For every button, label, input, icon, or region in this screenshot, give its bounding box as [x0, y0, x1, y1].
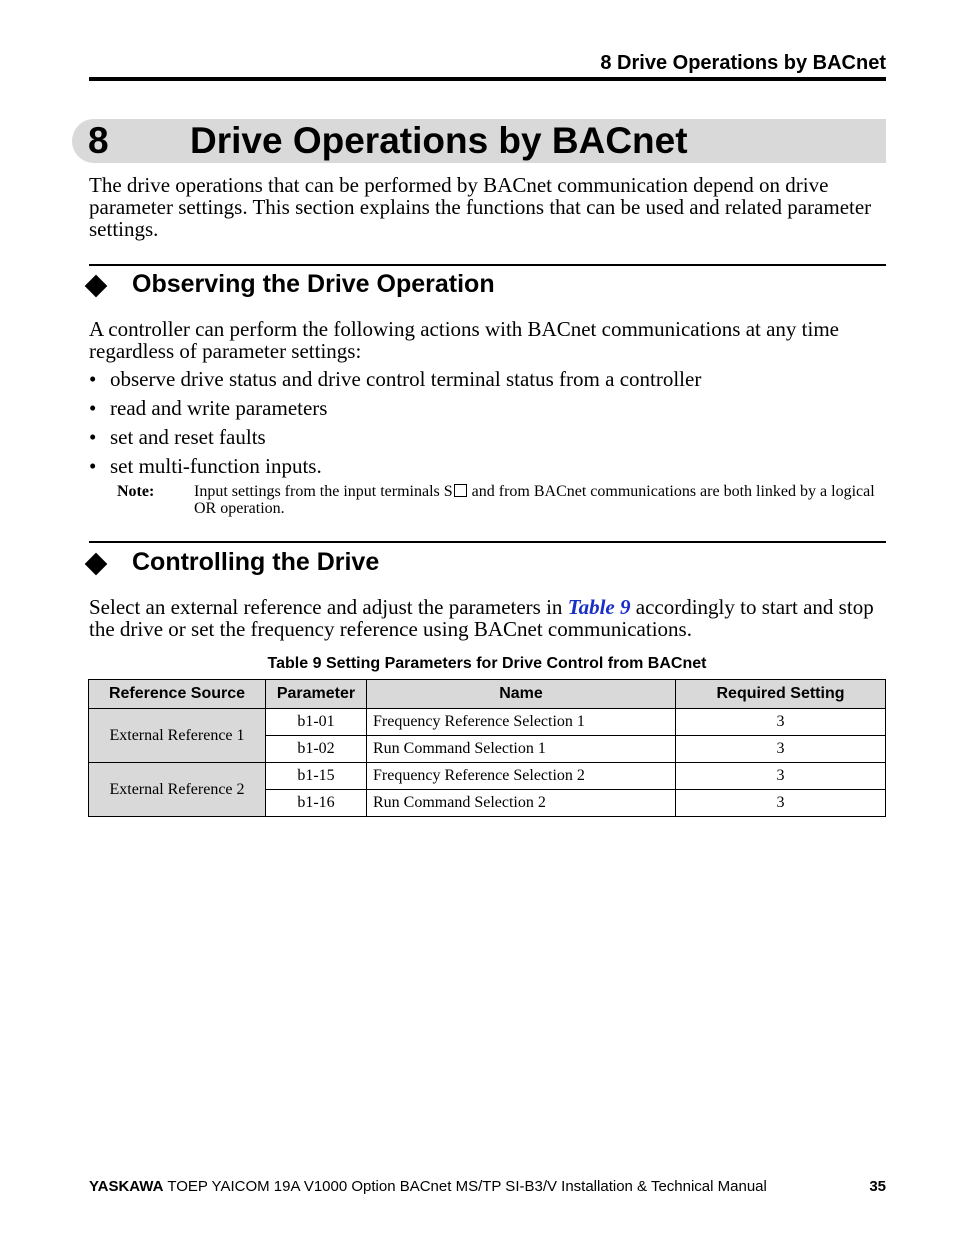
- table-caption: Table 9 Setting Parameters for Drive Control from BACnet: [267, 655, 707, 672]
- list-item: [89, 397, 327, 419]
- table-row: [89, 709, 886, 736]
- column-header: Name: [367, 680, 676, 709]
- reference-source-cell: External Reference 1: [89, 709, 266, 763]
- parameter-cell: b1-01: [266, 709, 367, 736]
- diamond-icon: [85, 275, 108, 298]
- footer-manual-title: [89, 1178, 767, 1195]
- terminal-square-icon: [454, 484, 467, 497]
- list-item-text: read and write parameters: [110, 396, 328, 420]
- setting-cell: 3: [676, 709, 886, 736]
- column-header: Required Setting: [676, 680, 886, 709]
- list-item-text: set and reset faults: [110, 425, 266, 449]
- parameter-cell: b1-16: [266, 790, 367, 817]
- subsection-title-observing: Observing the Drive Operation: [132, 270, 495, 298]
- section-title: Drive Operations by BACnet: [190, 120, 688, 161]
- reference-source-cell: External Reference 2: [89, 763, 266, 817]
- list-item: [89, 426, 266, 448]
- parameter-cell: b1-02: [266, 736, 367, 763]
- note-label: Note:: [117, 483, 155, 500]
- list-item-text: set multi-function inputs.: [110, 454, 322, 478]
- column-header: Reference Source: [89, 680, 266, 709]
- subsection-rule: [89, 541, 886, 543]
- name-cell: Frequency Reference Selection 2: [367, 763, 676, 790]
- observing-intro: A controller can perform the following actions with BACnet communications at any time regardless of parameter settings:: [89, 317, 839, 363]
- table-9-link[interactable]: Table 9: [567, 595, 631, 619]
- section-number: 8: [88, 120, 109, 161]
- parameter-cell: b1-15: [266, 763, 367, 790]
- list-item: [89, 455, 322, 477]
- setting-cell: 3: [676, 763, 886, 790]
- subsection-title-controlling: Controlling the Drive: [132, 548, 380, 576]
- running-header: 8 Drive Operations by BACnet: [600, 52, 886, 74]
- footer-brand: YASKAWA: [89, 1178, 164, 1195]
- list-item: [89, 368, 701, 390]
- diamond-icon: [85, 553, 108, 576]
- bullet-icon: •: [89, 396, 97, 420]
- note-text: Input settings from the input terminals S and from BACnet communications are both linked by a logical OR operation.: [194, 483, 875, 517]
- column-header: Parameter: [266, 680, 367, 709]
- section-intro: The drive operations that can be performed by BACnet communication depend on drive parameter settings. This section explains the functions that can be used and related parameter settings.: [89, 173, 872, 241]
- bullet-icon: •: [89, 454, 97, 478]
- table-row: [89, 763, 886, 790]
- settings-table: [88, 679, 886, 817]
- list-item-text: observe drive status and drive control terminal status from a controller: [110, 367, 702, 391]
- subsection-rule: [89, 264, 886, 266]
- table-header-row: [89, 680, 886, 709]
- setting-cell: 3: [676, 790, 886, 817]
- name-cell: Run Command Selection 2: [367, 790, 676, 817]
- bullet-icon: •: [89, 367, 97, 391]
- controlling-text: Select an external reference and adjust the parameters in Table 9 accordingly to start and stop the drive or set the frequency reference using BACnet communications.: [89, 595, 874, 641]
- name-cell: Frequency Reference Selection 1: [367, 709, 676, 736]
- bullet-icon: •: [89, 425, 97, 449]
- setting-cell: 3: [676, 736, 886, 763]
- page-number: 35: [869, 1178, 886, 1195]
- footer-manual: TOEP YAICOM 19A V1000 Option BACnet MS/TP SI-B3/V Installation & Technical Manual: [163, 1178, 767, 1195]
- name-cell: Run Command Selection 1: [367, 736, 676, 763]
- header-rule: [89, 77, 886, 81]
